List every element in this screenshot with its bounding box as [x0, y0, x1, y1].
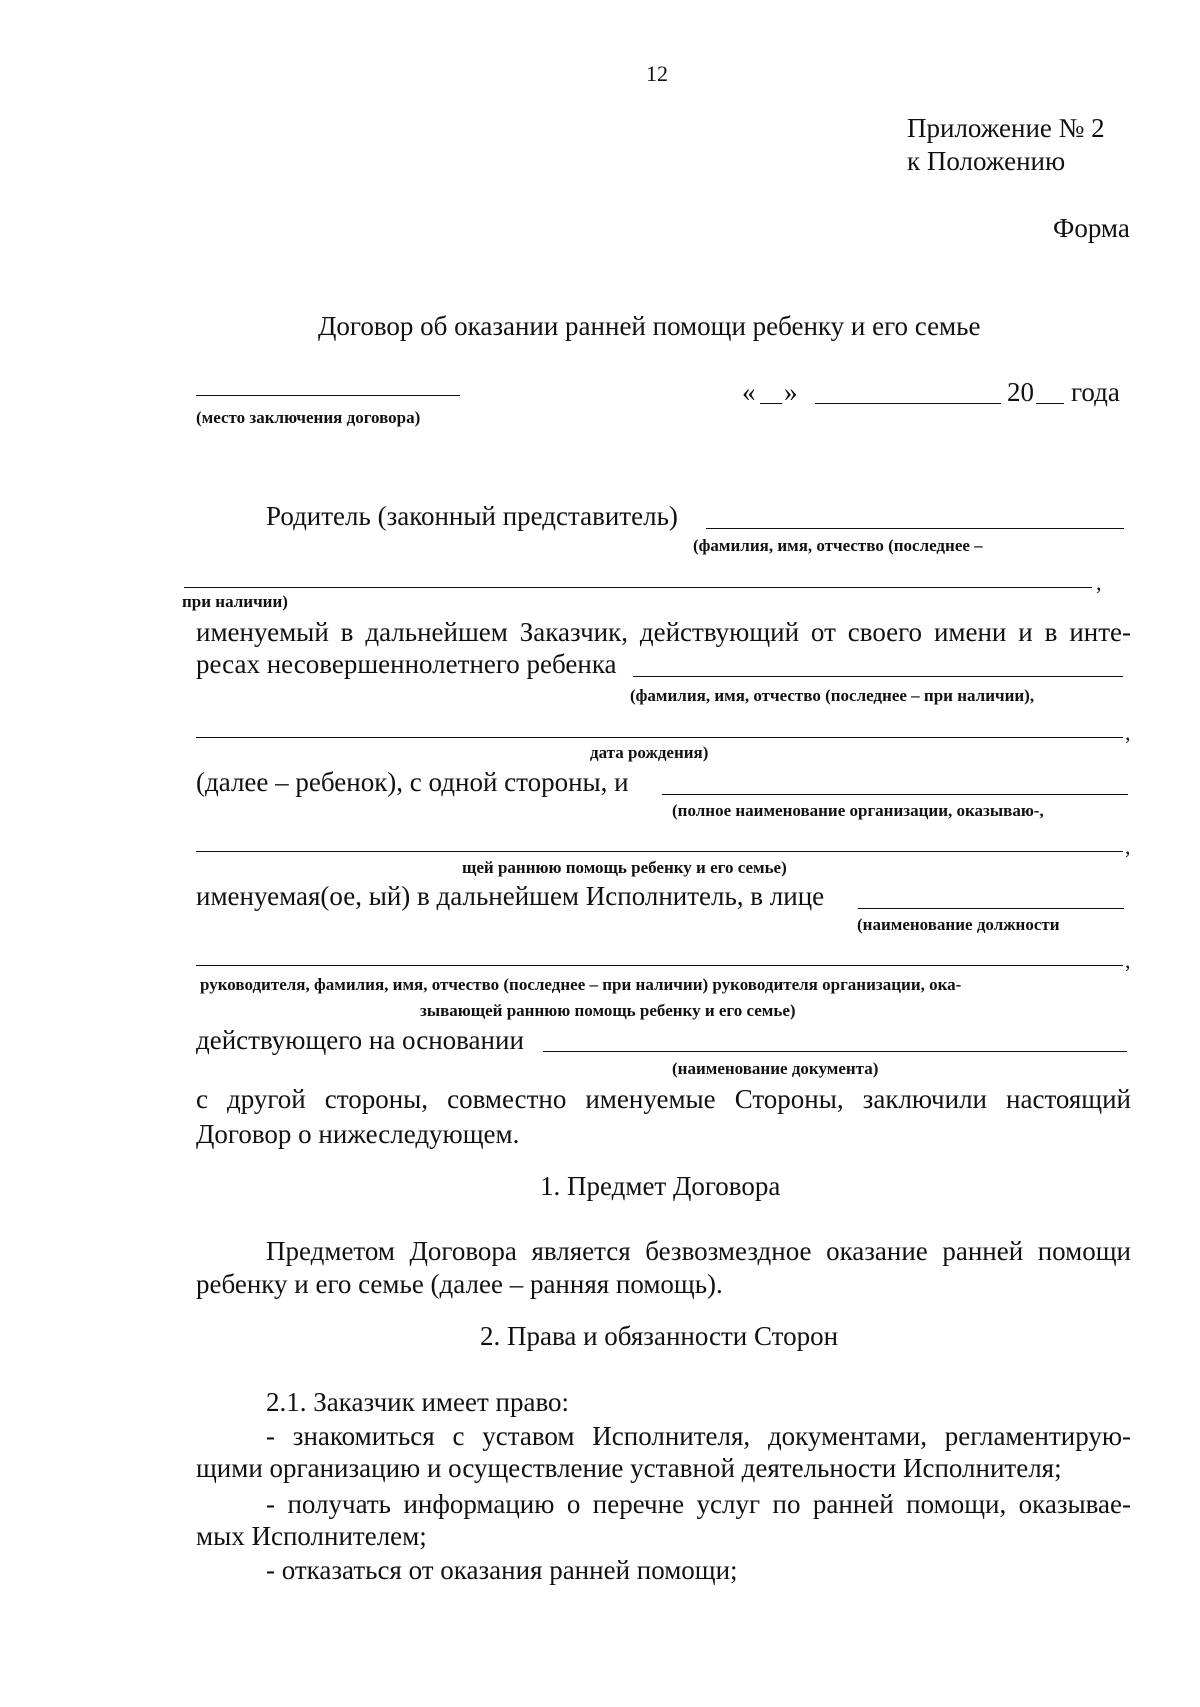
- executor-caption-2: руководителя, фамилия, имя, отчество (последнее – при наличии) руководителя организации, ока-: [200, 975, 962, 994]
- date-century: 20: [1007, 377, 1034, 407]
- child-caption-1: (полное наименование организации, оказываю-,: [672, 801, 1044, 820]
- customer-caption-1: (фамилия, имя, отчество (последнее – при наличии),: [630, 686, 1035, 705]
- section-1-line-1: Предметом Договора является безвозмездное оказание ранней помощи: [266, 1236, 1131, 1266]
- item-1-line-2: щими организацию и осуществление уставной деятельности Исполнителя;: [196, 1453, 1062, 1483]
- section-1-line-2: ребенку и его семье (далее – ранняя помощь).: [196, 1269, 723, 1299]
- parent-caption-1: (фамилия, имя, отчество (последнее –: [693, 536, 983, 555]
- date-day-blank: [760, 403, 782, 404]
- date-open-quote: «: [742, 377, 756, 407]
- organization-blank-2: [196, 851, 1123, 852]
- regulation-label: к Положению: [907, 146, 1066, 176]
- appendix-label: Приложение № 2: [907, 113, 1105, 143]
- item-1-line-1: - знакомиться с уставом Исполнителя, документами, регламентирую-: [266, 1421, 1131, 1451]
- parent-comma: ,: [1096, 570, 1102, 595]
- director-comma: ,: [1125, 948, 1131, 973]
- item-2-line-1: - получать информацию о перечне услуг по ранней помощи, оказывае-: [266, 1489, 1131, 1519]
- customer-caption-2: дата рождения): [590, 743, 709, 762]
- executor-caption-3: зывающей раннюю помощь ребенку и его семье): [420, 1001, 796, 1020]
- organization-blank: [662, 794, 1128, 795]
- organization-comma: ,: [1125, 834, 1131, 859]
- conclusion-line-1: с другой стороны, совместно именуемые Стороны, заключили настоящий: [196, 1084, 1131, 1114]
- customer-line-2: ресах несовершеннолетнего ребенка: [196, 649, 617, 679]
- parent-name-blank-2: [184, 587, 1092, 588]
- position-blank: [858, 908, 1124, 909]
- item-3: - отказаться от оказания ранней помощи;: [266, 1555, 738, 1585]
- customer-line-1: именуемый в дальнейшем Заказчик, действующий от своего имени и в инте-: [196, 617, 1131, 647]
- section-2-heading: 2. Права и обязанности Сторон: [480, 1321, 839, 1351]
- place-blank: [196, 395, 460, 396]
- section-1-heading: 1. Предмет Договора: [540, 1171, 781, 1201]
- parent-label: Родитель (законный представитель): [266, 501, 678, 531]
- conclusion-line-2: Договор о нижеследующем.: [196, 1119, 520, 1149]
- date-year-blank: [1036, 403, 1064, 404]
- item-2-line-2: мых Исполнителем;: [196, 1521, 427, 1551]
- date-month-blank: [815, 403, 1001, 404]
- basis-caption: (наименование документа): [672, 1059, 879, 1078]
- executor-caption-1: (наименование должности: [857, 915, 1060, 934]
- parent-name-blank: [706, 528, 1124, 529]
- child-line: (далее – ребенок), с одной стороны, и: [196, 767, 629, 797]
- document-title: Договор об оказании ранней помощи ребенку и его семье: [318, 311, 981, 341]
- page-number: 12: [646, 61, 668, 86]
- executor-line: именуемая(ое, ый) в дальнейшем Исполнитель, в лице: [196, 881, 825, 911]
- child-caption-2: щей раннюю помощь ребенку и его семье): [462, 858, 787, 877]
- form-label: Форма: [1053, 213, 1130, 243]
- director-blank: [196, 965, 1123, 966]
- basis-line: действующего на основании: [196, 1025, 524, 1055]
- date-close-quote: »: [784, 377, 798, 407]
- date-year-word: года: [1071, 377, 1120, 407]
- child-name-blank-2: [196, 737, 1123, 738]
- customer-comma: ,: [1125, 720, 1131, 745]
- place-caption: (место заключения договора): [196, 408, 421, 427]
- clause-2-1: 2.1. Заказчик имеет право:: [266, 1387, 570, 1417]
- basis-blank: [543, 1051, 1127, 1052]
- child-name-blank: [633, 676, 1123, 677]
- parent-caption-2: при наличии): [182, 592, 288, 611]
